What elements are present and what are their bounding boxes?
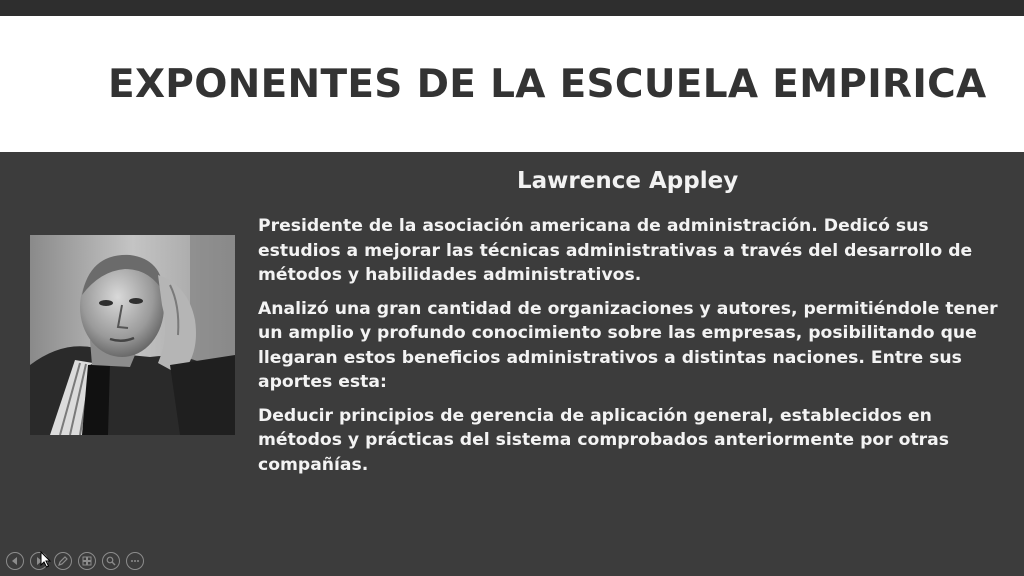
- slides-grid-icon[interactable]: [78, 552, 96, 570]
- body-paragraph-1: Presidente de la asociación americana de administración. Dedicó sus estudios a mejorar las técnicas administrativas a través del desarrollo de métodos y habilidades administrativos.: [258, 216, 973, 285]
- slide-body: [258, 214, 998, 486]
- title-band: [0, 16, 1024, 152]
- slideshow-controls: [6, 552, 144, 572]
- previous-icon[interactable]: [6, 552, 24, 570]
- pen-icon[interactable]: [54, 552, 72, 570]
- portrait-image: [30, 235, 235, 435]
- slide-subtitle: Lawrence Appley: [517, 168, 739, 194]
- more-options-icon[interactable]: [126, 552, 144, 570]
- mouse-cursor-icon: [40, 551, 52, 569]
- top-dark-strip: [0, 0, 1024, 16]
- portrait-photo: [30, 235, 235, 435]
- zoom-icon[interactable]: [102, 552, 120, 570]
- body-paragraph-3: Deducir principios de gerencia de aplicación general, establecidos en métodos y prácticas del sistema comprobados anteriormente por otras compañías.: [258, 405, 949, 475]
- body-paragraph-2: Analizó una gran cantidad de organizaciones y autores, permitiéndole tener un amplio y profundo conocimiento sobre las empresas, posibilitando que llegaran estos beneficios administrativos a distintas naciones. Entre sus aportes esta:: [258, 298, 998, 392]
- slide-title: EXPONENTES DE LA ESCUELA EMPIRICA: [108, 62, 987, 107]
